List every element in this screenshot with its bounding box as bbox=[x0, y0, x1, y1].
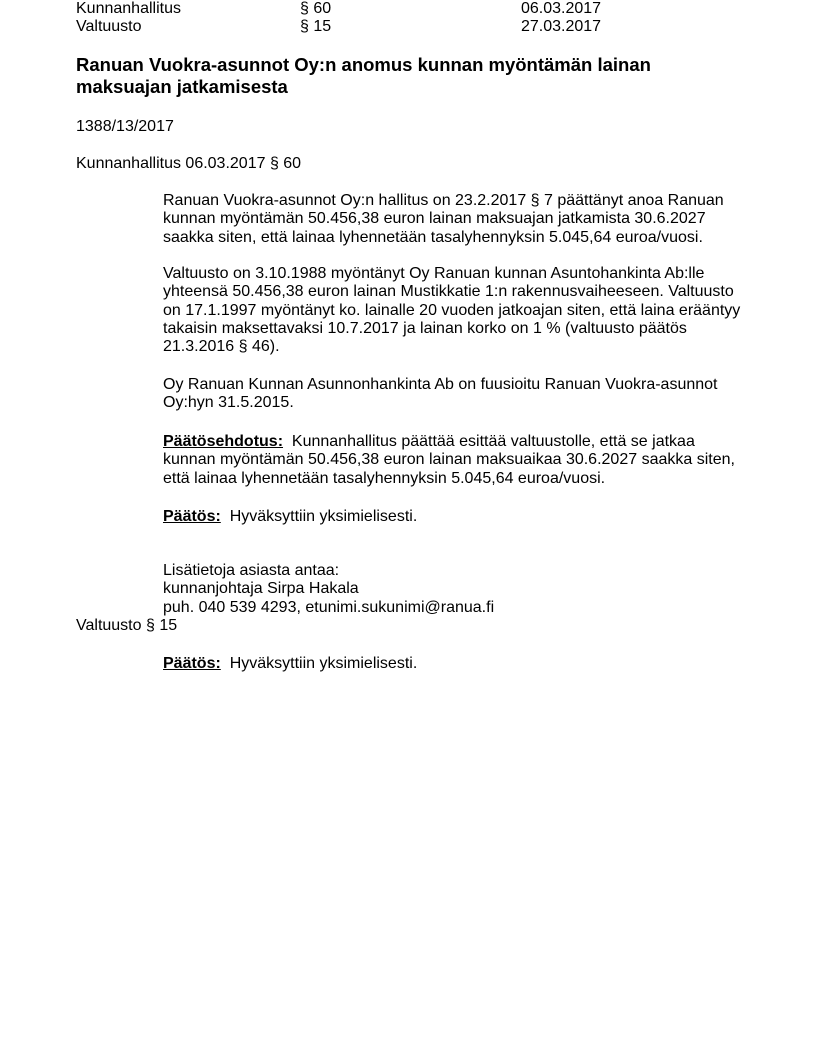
header-row-council bbox=[76, 18, 776, 36]
decision-label: Päätös: bbox=[163, 655, 221, 672]
decision-text: Hyväksyttiin yksimielisesti. bbox=[229, 508, 418, 525]
proposal-text: Kunnanhallitus päättää esittää valtuustolle, että se jatkaa kunnan myöntämän 50.456,38 euron lainan maksuaikaa 30.6.2027 saakka siten, että lainaa lyhennetään tasalyhennyksin 5.045,64 euroa/vuosi. bbox=[163, 433, 735, 487]
contact-phone-email: puh. 040 539 4293, etunimi.sukunimi@ranua.fi bbox=[163, 599, 495, 616]
document-title: Ranuan Vuokra-asunnot Oy:n anomus kunnan myöntämän lainan maksuajan jatkamisesta bbox=[76, 54, 651, 97]
header-body-name: Valtuusto bbox=[76, 18, 142, 35]
board-meeting-ref: Kunnanhallitus 06.03.2017 § 60 bbox=[76, 155, 302, 172]
board-decision bbox=[163, 508, 748, 526]
case-number: 1388/13/2017 bbox=[76, 118, 174, 135]
decision-text: Hyväksyttiin yksimielisesti. bbox=[229, 655, 418, 672]
contact-name: kunnanjohtaja Sirpa Hakala bbox=[163, 580, 359, 597]
decision-label: Päätös: bbox=[163, 508, 221, 525]
header-section: § 15 bbox=[300, 18, 332, 35]
council-decision bbox=[163, 655, 748, 673]
header-body-name: Kunnanhallitus bbox=[76, 0, 181, 17]
decision-proposal bbox=[163, 433, 748, 488]
header-section: § 60 bbox=[300, 0, 332, 17]
header-row-board bbox=[76, 0, 776, 18]
council-ref: Valtuusto § 15 bbox=[76, 617, 178, 634]
paragraph-merger: Oy Ranuan Kunnan Asunnonhankinta Ab on fuusioitu Ranuan Vuokra-asunnot Oy:hyn 31.5.2015. bbox=[163, 376, 718, 412]
proposal-label: Päätösehdotus: bbox=[163, 433, 284, 450]
contact-intro: Lisätietoja asiasta antaa: bbox=[163, 562, 340, 579]
paragraph-application: Ranuan Vuokra-asunnot Oy:n hallitus on 23.2.2017 § 7 päättänyt anoa Ranuan kunnan myöntämän 50.456,38 euron lainan maksuajan jatkamista 30.6.2027 saakka siten, että lainaa lyhennetään tasalyhennyksin 5.045,64 euroa/vuosi. bbox=[163, 192, 724, 246]
header-date: 06.03.2017 bbox=[521, 0, 602, 17]
header-date: 27.03.2017 bbox=[521, 18, 602, 35]
paragraph-loan-history: Valtuusto on 3.10.1988 myöntänyt Oy Ranuan kunnan Asuntohankinta Ab:lle yhteensä 50.456,38 euron lainan Mustikkatie 1:n rakennusvaiheeseen. Valtuusto on 17.1.1997 myöntänyt ko. lainalle 20 vuoden jatkoajan siten, että laina erääntyy takaisin maksettavaksi 10.7.2017 ja lainan korko on 1 % (valtuusto päätös 21.3.2016 § 46). bbox=[163, 265, 741, 356]
